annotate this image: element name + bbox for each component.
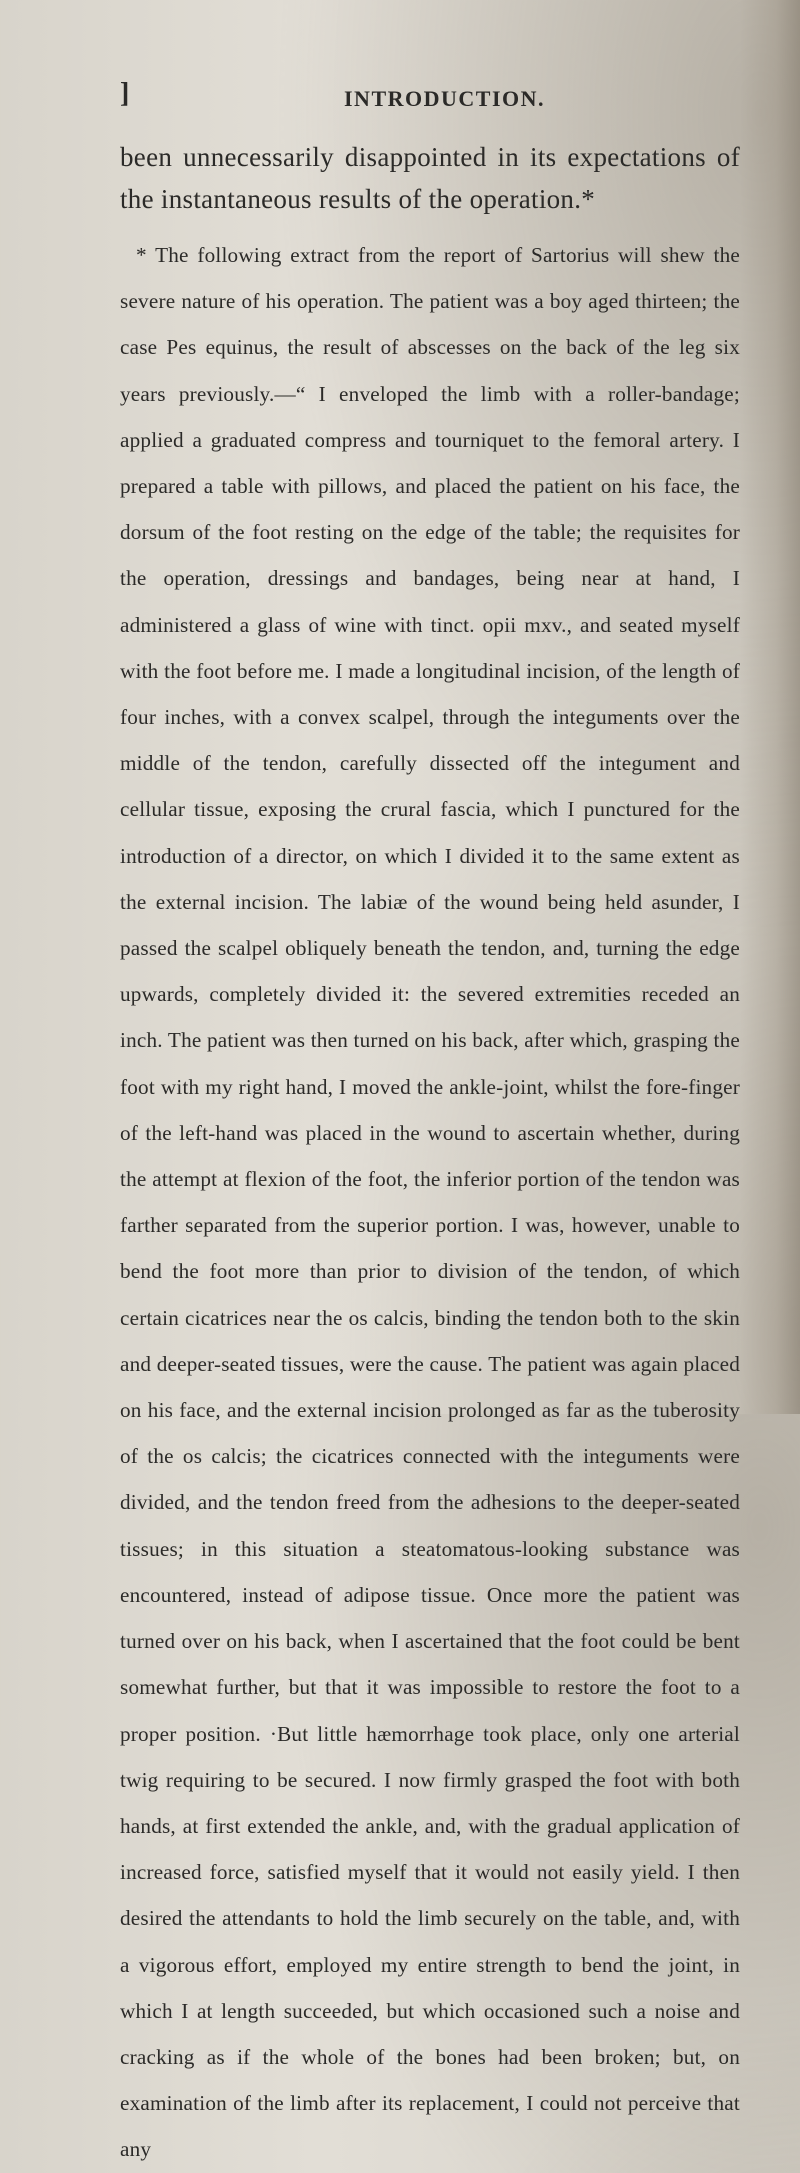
page-header	[120, 78, 720, 118]
running-title: INTRODUCTION.	[344, 86, 546, 111]
body-paragraph: been unnecessarily disappointed in its expectations of the instantaneous results of the operation.*	[120, 142, 740, 214]
footnote-text: * The following extract from the report of Sartorius will shew the severe nature of his operation. The patient was a boy aged thirteen; the case Pes equinus, the result of abscesses on the back of the leg six years previously.—“ I enveloped the limb with a roller-bandage; applied a graduated compress and tourniquet to the femoral artery. I prepared a table with pillows, and placed the patient on his face, the dorsum of the foot resting on the edge of the table; the requisites for the operation, dressings and bandages, being near at hand, I administered a glass of wine with tinct. opii mxv., and seated myself with the foot before me. I made a longitudinal incision, of the length of four inches, with a convex scalpel, through the integuments over the middle of the tendon, carefully dissected off the integument and cellular tissue, exposing the crural fascia, which I punctured for the introduction of a director, on which I divided it to the same extent as the external incision. The labiæ of the wound being held asunder, I passed the scalpel obliquely beneath the tendon, and, turning the edge upwards, completely divided it: the severed extremities receded an inch. The patient was then turned on his back, after which, grasping the foot with my right hand, I moved the ankle-joint, whilst the fore-finger of the left-hand was placed in the wound to ascertain whether, during the attempt at flexion of the foot, the inferior portion of the tendon was farther separated from the superior portion. I was, however, unable to bend the foot more than prior to division of the tendon, of which certain cicatrices near the os calcis, binding the tendon both to the skin and deeper-seated tissues, were the cause. The patient was again placed on his face, and the external incision prolonged as far as the tuberosity of the os calcis; the cicatrices connected with the integuments were divided, and the tendon freed from the adhesions to the deeper-seated tissues; in this situation a steatomatous-looking substance was encountered, instead of adipose tissue. Once more the patient was turned over on his back, when I ascertained that the foot could be bent somewhat further, but that it was impossible to restore the foot to a proper position. ·But little hæmorrhage took place, only one arterial twig requiring to be secured. I now firmly grasped the foot with both hands, at first extended the ankle, and, with the gradual application of increased force, satisfied myself that it would not easily yield. I then desired the attendants to hold the limb securely on the table, and, with a vigorous effort, employed my entire strength to bend the joint, in which I at length succeeded, but which occasioned such a noise and cracking as if the whole of the bones had been broken; but, on examination of the limb after its replacement, I could not perceive that any	[120, 243, 740, 2162]
page-number: ]	[120, 78, 130, 109]
page-edge-shadow	[740, 0, 800, 1414]
